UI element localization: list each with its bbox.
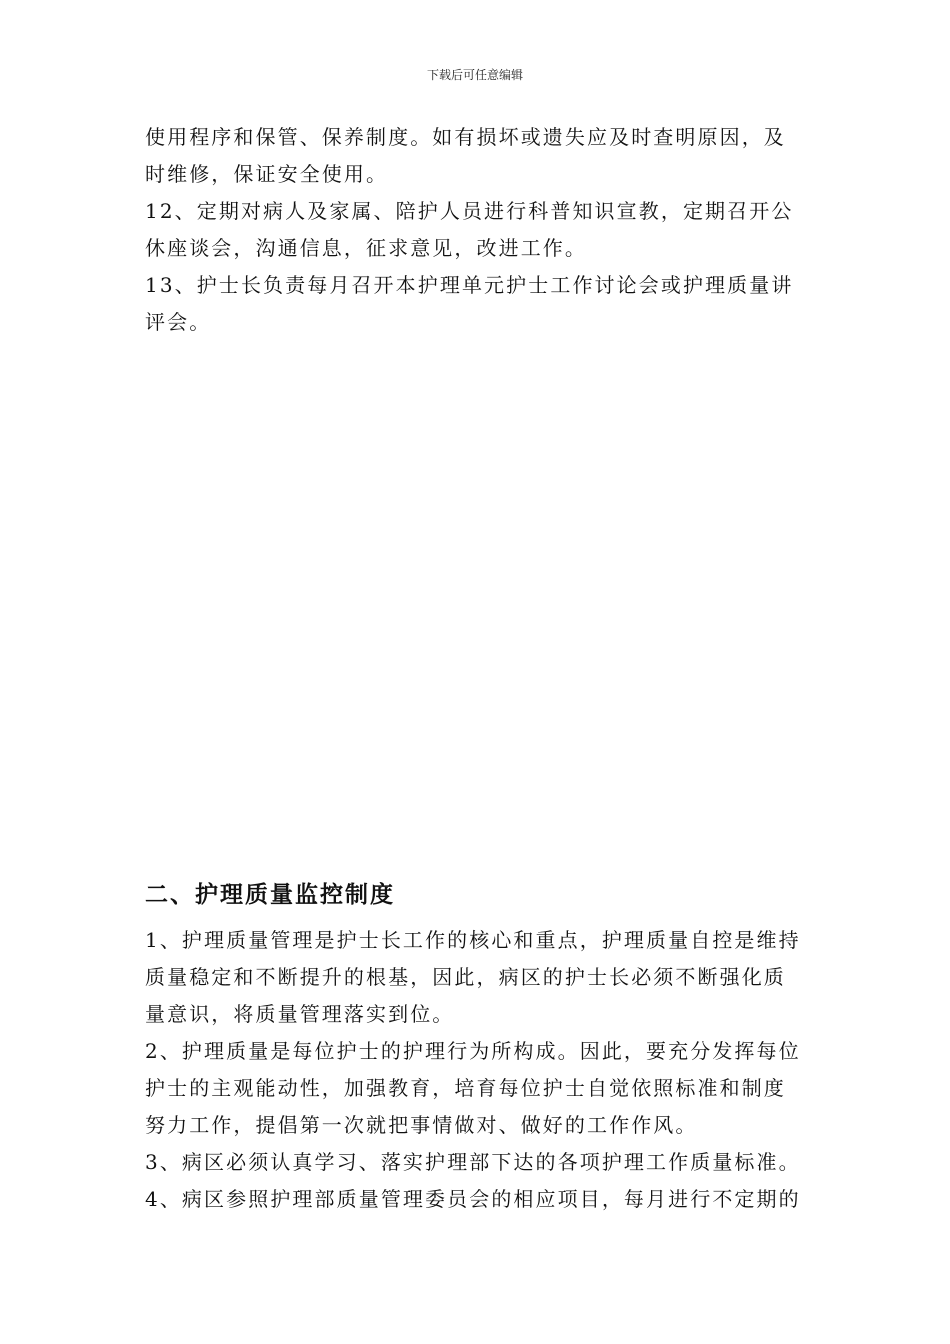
- paragraph-line: 努力工作，提倡第一次就把事情做对、做好的工作作风。: [145, 1113, 698, 1137]
- paragraph-line: 时维修，保证安全使用。: [145, 162, 389, 186]
- paragraph-line: 12、定期对病人及家属、陪护人员进行科普知识宣教，定期召开公: [145, 199, 794, 223]
- section-heading: 二、护理质量监控制度: [145, 882, 395, 908]
- paragraph-line: 3、病区必须认真学习、落实护理部下达的各项护理工作质量标准。: [145, 1150, 801, 1174]
- paragraph-line: 1、护理质量管理是护士长工作的核心和重点，护理质量自控是维持: [145, 928, 801, 952]
- paragraph-line: 4、病区参照护理部质量管理委员会的相应项目，每月进行不定期的: [145, 1187, 801, 1211]
- paragraph-line: 质量稳定和不断提升的根基，因此，病区的护士长必须不断强化质: [145, 965, 786, 989]
- paragraph-line: 评会。: [145, 310, 212, 334]
- paragraph-line: 护士的主观能动性，加强教育，培育每位护士自觉依照标准和制度: [145, 1076, 786, 1100]
- paragraph-line: 13、护士长负责每月召开本护理单元护士工作讨论会或护理质量讲: [145, 273, 794, 297]
- paragraph-line: 量意识，将质量管理落实到位。: [145, 1002, 455, 1026]
- paragraph-line: 2、护理质量是每位护士的护理行为所构成。因此，要充分发挥每位: [145, 1039, 801, 1063]
- paragraph-line: 使用程序和保管、保养制度。如有损坏或遗失应及时查明原因，及: [145, 125, 786, 149]
- paragraph-line: 休座谈会，沟通信息，征求意见，改进工作。: [145, 236, 587, 260]
- page-header-note: 下载后可任意编辑: [426, 68, 523, 82]
